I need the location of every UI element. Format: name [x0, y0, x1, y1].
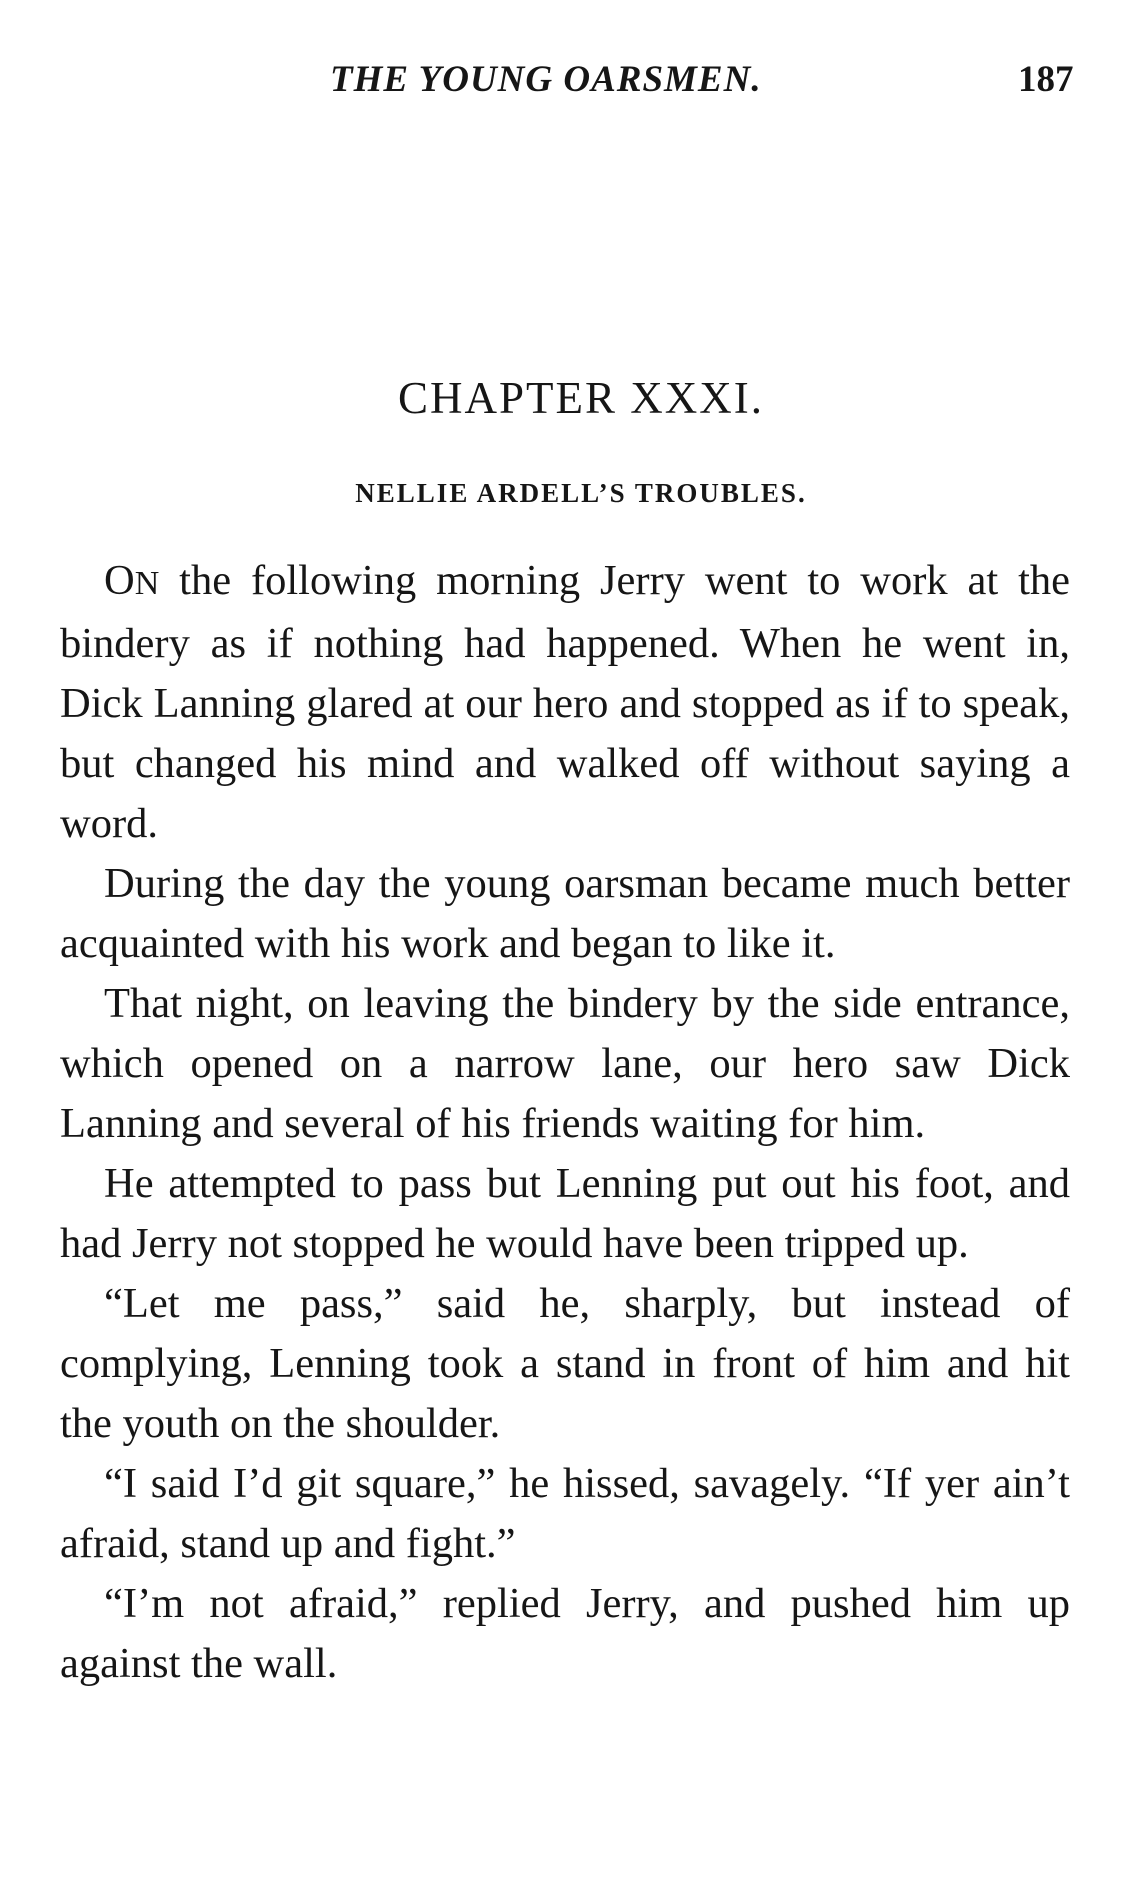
paragraph: He attempted to pass but Lenning put out his foot, and had Jerry not stopped he would have been tripped up.: [60, 1160, 1070, 1267]
opening-small-cap: N: [134, 565, 160, 602]
chapter-body: [60, 551, 1070, 1694]
paragraph: [60, 551, 1070, 854]
paragraph: “I said I’d git square,” he hissed, savagely. “If yer ain’t afraid, stand up and fight.”: [60, 1460, 1070, 1567]
running-title: THE YOUNG OARSMEN.: [330, 59, 762, 100]
paragraph: That night, on leaving the bindery by the side entrance, which opened on a narrow lane, our hero saw Dick Lanning and several of his friends waiting for him.: [60, 980, 1070, 1147]
paragraph: During the day the young oarsman became much better acquainted with his work and began to like it.: [60, 860, 1070, 967]
page-number: 187: [1018, 59, 1074, 100]
chapter-subtitle: NELLIE ARDELL’S TROUBLES.: [355, 478, 807, 508]
opening-capital: O: [104, 557, 135, 604]
chapter-title: CHAPTER XXXI.: [397, 373, 764, 423]
paragraph: “I’m not afraid,” replied Jerry, and pushed him up against the wall.: [60, 1580, 1070, 1687]
paragraph: “Let me pass,” said he, sharply, but instead of complying, Lenning took a stand in front of him and hit the youth on the shoulder.: [60, 1280, 1070, 1447]
paragraph-text: the following morning Jerry went to work at the bindery as if nothing had happened. When he went in, Dick Lanning glared at our hero and stopped as if to speak, but changed his mind and walked off without saying a word.: [60, 557, 1070, 847]
